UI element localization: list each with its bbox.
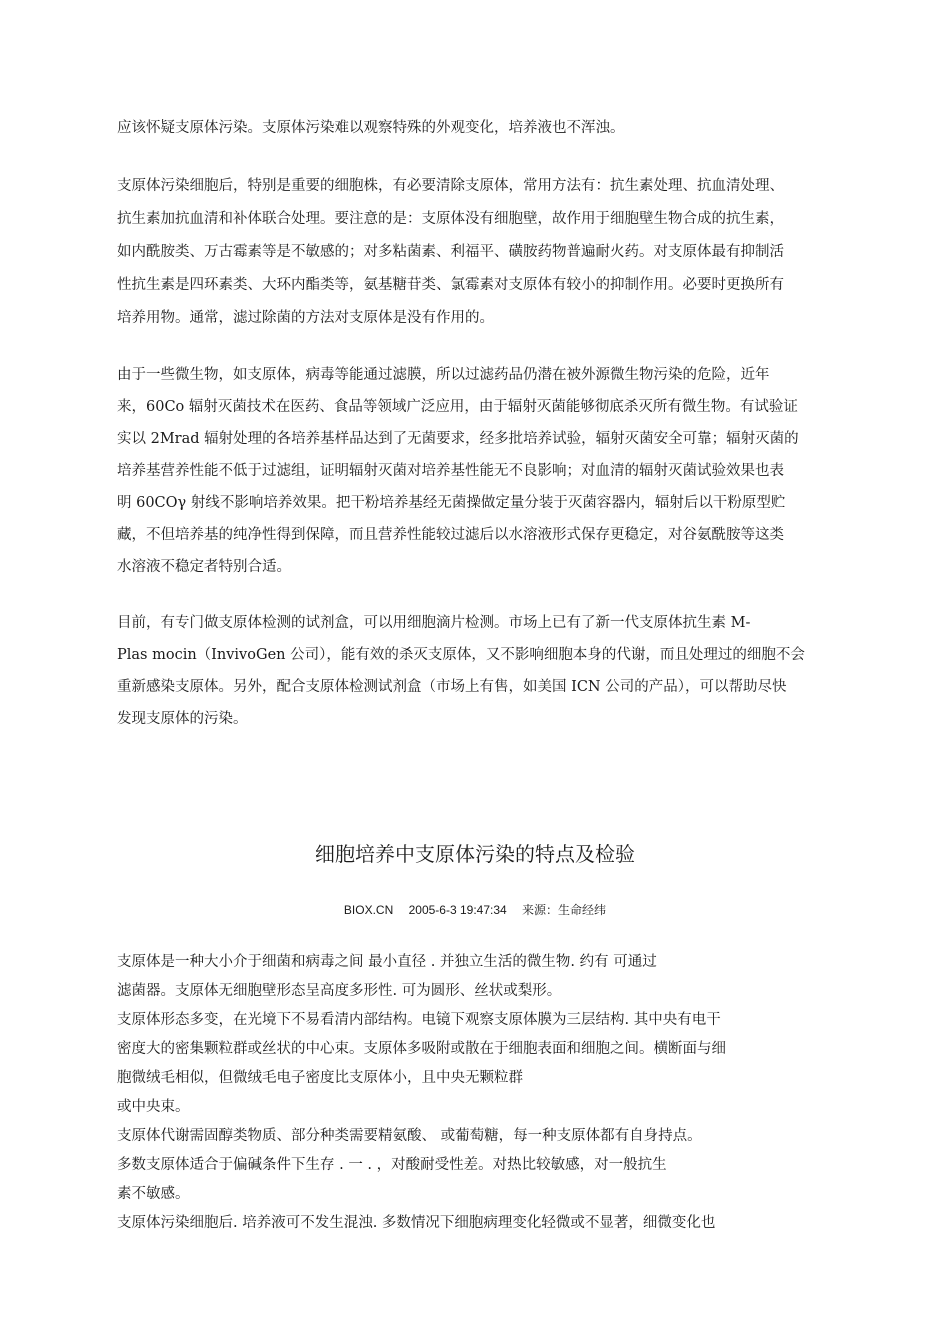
source-site: BIOX.CN	[343, 903, 394, 917]
text-line: 应该怀疑支原体污染。支原体污染难以观察特殊的外观变化，培养液也不浑浊。	[117, 120, 625, 136]
publish-datetime: 2005-6-3 19:47:34	[408, 903, 507, 917]
text-line: Plas mocin（InvivoGen 公司），能有效的杀灭支原体，又不影响细胞本身的代谢，而且处理过的细胞不会	[117, 647, 805, 663]
text-line: 素不敏感。	[117, 1186, 190, 1202]
text-line: 多数支原体适合于偏碱条件下生存 . 一 . ，对酸耐受性差。对热比较敏感，对一般抗生	[117, 1157, 667, 1173]
text-line: 明 60COγ 射线不影响培养效果。把干粉培养基经无菌操做定量分装于灭菌容器内，辐射后以干粉原型贮	[117, 495, 786, 511]
text-line: 培养用物。通常，滤过除菌的方法对支原体是没有作用的。	[117, 310, 494, 326]
article-title: 细胞培养中支原体污染的特点及检验	[315, 842, 635, 866]
text-line: 支原体是一种大小介于细菌和病毒之间 最小直径 . 并独立生活的微生物. 约有 可通过	[117, 954, 657, 970]
text-line: 或中央束。	[117, 1099, 190, 1115]
text-line: 支原体代谢需固醇类物质、部分种类需要精氨酸、 或葡萄糖，每一种支原体都有自身持点。	[117, 1128, 702, 1144]
text-line: 藏，不但培养基的纯净性得到保障，而且营养性能较过滤后以水溶液形式保存更稳定，对谷氨酰胺等这类	[117, 527, 784, 543]
article-source: 来源：生命经纬	[522, 903, 607, 917]
text-line: 密度大的密集颗粒群或丝状的中心束。支原体多吸附或散在于细胞表面和细胞之间。横断面与细	[117, 1041, 726, 1057]
text-line: 滤菌器。支原体无细胞壁形态呈高度多形性. 可为圆形、丝状或梨形。	[117, 983, 562, 999]
text-line: 实以 2Mrad 辐射处理的各培养基样品达到了无菌要求，经多批培养试验，辐射灭菌安全可靠；辐射灭菌的	[117, 431, 799, 447]
text-line: 目前，有专门做支原体检测的试剂盒，可以用细胞滴片检测。市场上已有了新一代支原体抗生素 M-	[117, 615, 751, 631]
text-line: 由于一些微生物，如支原体，病毒等能通过滤膜，所以过滤药品仍潜在被外源微生物污染的危险，近年	[117, 367, 770, 383]
text-line: 支原体污染细胞后，特别是重要的细胞株，有必要清除支原体，常用方法有：抗生素处理、抗血清处理、	[117, 178, 784, 194]
text-line: 支原体污染细胞后. 培养液可不发生混浊. 多数情况下细胞病理变化轻微或不显著，细微变化也	[117, 1215, 716, 1231]
text-line: 培养基营养性能不低于过滤组，证明辐射灭菌对培养基性能无不良影响；对血清的辐射灭菌试验效果也表	[117, 463, 784, 479]
text-line: 抗生素加抗血清和补体联合处理。要注意的是：支原体没有细胞壁，故作用于细胞壁生物合成的抗生素，	[117, 211, 784, 227]
text-line: 水溶液不稳定者特别合适。	[117, 559, 291, 575]
text-line: 性抗生素是四环素类、大环内酯类等，氨基糖苷类、氯霉素对支原体有较小的抑制作用。必要时更换所有	[117, 277, 784, 293]
text-line: 如内酰胺类、万古霉素等是不敏感的；对多粘菌素、利福平、磺胺药物普遍耐火药。对支原体最有抑制活	[117, 244, 784, 260]
text-line: 支原体形态多变，在光境下不易看清内部结构。电镜下观察支原体膜为三层结构. 其中央有电干	[117, 1012, 721, 1028]
article-meta	[0, 902, 950, 918]
text-line: 胞微绒毛相似，但微绒毛电子密度比支原体小，且中央无颗粒群	[117, 1070, 523, 1086]
text-line: 重新感染支原体。另外，配合支原体检测试剂盒（市场上有售，如美国 ICN 公司的产品），可以帮助尽快	[117, 679, 787, 695]
text-line: 来，60Co 辐射灭菌技术在医药、食品等领域广泛应用，由于辐射灭菌能够彻底杀灭所有微生物。有试验证	[117, 399, 798, 415]
text-line: 发现支原体的污染。	[117, 711, 248, 727]
